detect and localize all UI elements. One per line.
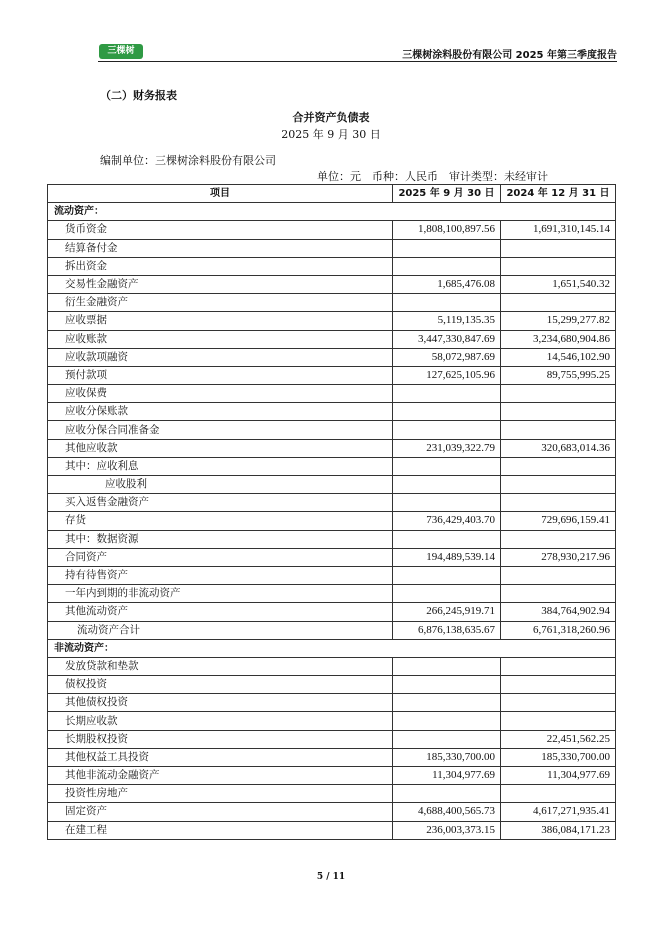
empty-cell bbox=[501, 203, 616, 221]
compiling-entity: 编制单位：三棵树涂料股份有限公司 bbox=[100, 154, 276, 167]
row-label: 其他流动资产 bbox=[48, 603, 393, 621]
table-row bbox=[48, 767, 616, 785]
row-label: 应收款项融资 bbox=[48, 348, 393, 366]
column-header-item: 项目 bbox=[48, 185, 393, 203]
value-current-period: 1,685,476.08 bbox=[393, 275, 501, 293]
table-row bbox=[48, 748, 616, 766]
value-prior-period: 11,304,977.69 bbox=[501, 767, 616, 785]
table-header-row bbox=[48, 185, 616, 203]
row-label: 长期应收款 bbox=[48, 712, 393, 730]
balance-sheet-table bbox=[47, 184, 616, 840]
table-row bbox=[48, 566, 616, 584]
value-prior-period bbox=[501, 257, 616, 275]
table-row bbox=[48, 457, 616, 475]
value-prior-period bbox=[501, 694, 616, 712]
page-number: 5 / 11 bbox=[316, 872, 346, 882]
section-title: （二）财务报表 bbox=[100, 89, 177, 102]
value-current-period bbox=[393, 676, 501, 694]
value-current-period: 4,688,400,565.73 bbox=[393, 803, 501, 821]
empty-cell bbox=[393, 203, 501, 221]
value-prior-period bbox=[501, 530, 616, 548]
category-label: 流动资产： bbox=[48, 203, 393, 221]
value-prior-period bbox=[501, 457, 616, 475]
table-row bbox=[48, 239, 616, 257]
row-label: 其他权益工具投资 bbox=[48, 748, 393, 766]
value-prior-period: 4,617,271,935.41 bbox=[501, 803, 616, 821]
table-row bbox=[48, 348, 616, 366]
row-label: 应收分保账款 bbox=[48, 403, 393, 421]
row-label: 其他应收款 bbox=[48, 439, 393, 457]
value-current-period: 194,489,539.14 bbox=[393, 548, 501, 566]
value-current-period: 1,808,100,897.56 bbox=[393, 221, 501, 239]
category-label: 非流动资产： bbox=[48, 639, 393, 657]
row-label: 合同资产 bbox=[48, 548, 393, 566]
value-prior-period bbox=[501, 657, 616, 675]
table-row bbox=[48, 476, 616, 494]
value-current-period bbox=[393, 385, 501, 403]
value-prior-period: 89,755,995.25 bbox=[501, 366, 616, 384]
table-row bbox=[48, 494, 616, 512]
column-header-current: 2025 年 9 月 30 日 bbox=[393, 185, 501, 203]
row-label: 应收股利 bbox=[48, 476, 393, 494]
value-current-period: 266,245,919.71 bbox=[393, 603, 501, 621]
row-label: 长期股权投资 bbox=[48, 730, 393, 748]
table-category-row bbox=[48, 203, 616, 221]
row-label: 买入返售金融资产 bbox=[48, 494, 393, 512]
value-current-period: 11,304,977.69 bbox=[393, 767, 501, 785]
value-current-period bbox=[393, 476, 501, 494]
row-label: 流动资产合计 bbox=[48, 621, 393, 639]
table-row bbox=[48, 603, 616, 621]
unit-currency-audit-line: 单位：元 币种：人民币 审计类型：未经审计 bbox=[317, 170, 548, 183]
table-row bbox=[48, 275, 616, 293]
empty-cell bbox=[393, 639, 501, 657]
row-label: 持有待售资产 bbox=[48, 566, 393, 584]
row-label: 应收保费 bbox=[48, 385, 393, 403]
row-label: 其他非流动金融资产 bbox=[48, 767, 393, 785]
row-label: 其中：应收利息 bbox=[48, 457, 393, 475]
table-row bbox=[48, 257, 616, 275]
value-prior-period bbox=[501, 476, 616, 494]
report-header-title: 三棵树涂料股份有限公司 2025 年第三季度报告 bbox=[402, 50, 617, 61]
table-row bbox=[48, 512, 616, 530]
value-prior-period bbox=[501, 403, 616, 421]
value-prior-period: 14,546,102.90 bbox=[501, 348, 616, 366]
value-prior-period: 278,930,217.96 bbox=[501, 548, 616, 566]
value-current-period bbox=[393, 712, 501, 730]
value-current-period bbox=[393, 657, 501, 675]
value-current-period bbox=[393, 694, 501, 712]
value-prior-period: 185,330,700.00 bbox=[501, 748, 616, 766]
value-prior-period: 384,764,902.94 bbox=[501, 603, 616, 621]
row-label: 固定资产 bbox=[48, 803, 393, 821]
value-current-period: 6,876,138,635.67 bbox=[393, 621, 501, 639]
value-prior-period bbox=[501, 385, 616, 403]
value-current-period bbox=[393, 730, 501, 748]
report-date: 2025 年 9 月 30 日 bbox=[281, 128, 381, 141]
table-row bbox=[48, 294, 616, 312]
table-row bbox=[48, 312, 616, 330]
row-label: 存货 bbox=[48, 512, 393, 530]
value-current-period: 236,003,373.15 bbox=[393, 821, 501, 839]
row-label: 其中：数据资源 bbox=[48, 530, 393, 548]
value-prior-period: 1,651,540.32 bbox=[501, 275, 616, 293]
table-row bbox=[48, 421, 616, 439]
row-label: 一年内到期的非流动资产 bbox=[48, 585, 393, 603]
row-label: 衍生金融资产 bbox=[48, 294, 393, 312]
table-row bbox=[48, 621, 616, 639]
row-label: 债权投资 bbox=[48, 676, 393, 694]
row-label: 结算备付金 bbox=[48, 239, 393, 257]
row-label: 其他债权投资 bbox=[48, 694, 393, 712]
value-current-period: 185,330,700.00 bbox=[393, 748, 501, 766]
value-prior-period bbox=[501, 785, 616, 803]
table-row bbox=[48, 585, 616, 603]
value-prior-period: 3,234,680,904.86 bbox=[501, 330, 616, 348]
table-row bbox=[48, 676, 616, 694]
value-prior-period bbox=[501, 566, 616, 584]
value-prior-period bbox=[501, 494, 616, 512]
value-current-period bbox=[393, 403, 501, 421]
value-current-period bbox=[393, 294, 501, 312]
value-prior-period bbox=[501, 239, 616, 257]
value-current-period bbox=[393, 566, 501, 584]
row-label: 在建工程 bbox=[48, 821, 393, 839]
table-row bbox=[48, 403, 616, 421]
value-current-period: 5,119,135.35 bbox=[393, 312, 501, 330]
table-row bbox=[48, 330, 616, 348]
value-prior-period bbox=[501, 712, 616, 730]
table-row bbox=[48, 785, 616, 803]
column-header-prior: 2024 年 12 月 31 日 bbox=[501, 185, 616, 203]
table-row bbox=[48, 803, 616, 821]
value-prior-period: 1,691,310,145.14 bbox=[501, 221, 616, 239]
value-current-period: 127,625,105.96 bbox=[393, 366, 501, 384]
row-label: 应收分保合同准备金 bbox=[48, 421, 393, 439]
table-row bbox=[48, 366, 616, 384]
row-label: 货币资金 bbox=[48, 221, 393, 239]
value-current-period: 58,072,987.69 bbox=[393, 348, 501, 366]
row-label: 投资性房地产 bbox=[48, 785, 393, 803]
table-row bbox=[48, 730, 616, 748]
table-row bbox=[48, 694, 616, 712]
value-prior-period: 6,761,318,260.96 bbox=[501, 621, 616, 639]
value-current-period bbox=[393, 530, 501, 548]
value-prior-period: 386,084,171.23 bbox=[501, 821, 616, 839]
value-current-period bbox=[393, 421, 501, 439]
value-current-period bbox=[393, 457, 501, 475]
header-divider bbox=[98, 61, 617, 62]
table-row bbox=[48, 821, 616, 839]
table-row bbox=[48, 385, 616, 403]
value-prior-period: 729,696,159.41 bbox=[501, 512, 616, 530]
value-prior-period bbox=[501, 585, 616, 603]
table-row bbox=[48, 548, 616, 566]
table-row bbox=[48, 439, 616, 457]
table-row bbox=[48, 221, 616, 239]
value-current-period bbox=[393, 494, 501, 512]
row-label: 发放贷款和垫款 bbox=[48, 657, 393, 675]
value-current-period bbox=[393, 785, 501, 803]
report-title: 合并资产负债表 bbox=[292, 111, 370, 124]
value-prior-period: 22,451,562.25 bbox=[501, 730, 616, 748]
value-prior-period bbox=[501, 421, 616, 439]
table-row bbox=[48, 712, 616, 730]
empty-cell bbox=[501, 639, 616, 657]
value-current-period: 3,447,330,847.69 bbox=[393, 330, 501, 348]
row-label: 交易性金融资产 bbox=[48, 275, 393, 293]
value-current-period: 231,039,322.79 bbox=[393, 439, 501, 457]
value-current-period: 736,429,403.70 bbox=[393, 512, 501, 530]
company-logo bbox=[99, 44, 143, 59]
value-current-period bbox=[393, 239, 501, 257]
logo-text: 三棵树 bbox=[107, 46, 135, 56]
table-row bbox=[48, 530, 616, 548]
value-prior-period: 15,299,277.82 bbox=[501, 312, 616, 330]
row-label: 预付款项 bbox=[48, 366, 393, 384]
table-row bbox=[48, 657, 616, 675]
table-category-row bbox=[48, 639, 616, 657]
value-prior-period bbox=[501, 676, 616, 694]
value-prior-period bbox=[501, 294, 616, 312]
row-label: 应收票据 bbox=[48, 312, 393, 330]
value-current-period bbox=[393, 585, 501, 603]
value-prior-period: 320,683,014.36 bbox=[501, 439, 616, 457]
value-current-period bbox=[393, 257, 501, 275]
row-label: 拆出资金 bbox=[48, 257, 393, 275]
row-label: 应收账款 bbox=[48, 330, 393, 348]
